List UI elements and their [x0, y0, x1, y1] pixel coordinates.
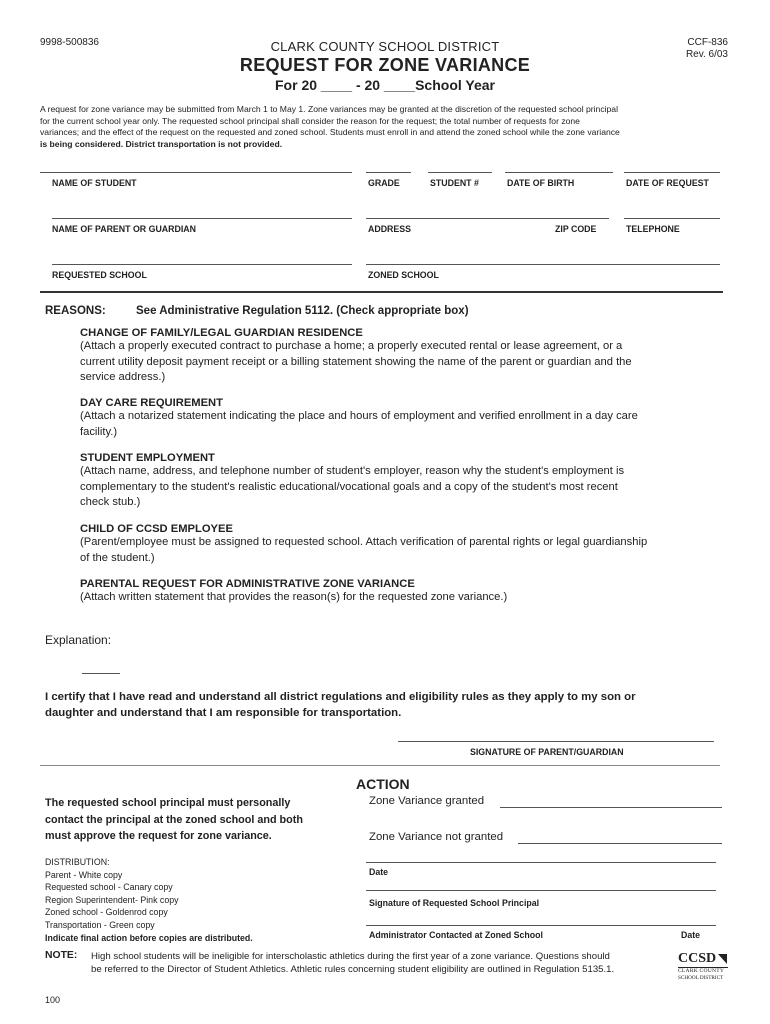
- reasons-instruction: See Administrative Regulation 5112. (Check appropriate box): [136, 305, 469, 317]
- principal-note-line: The requested school principal must personally: [45, 797, 291, 809]
- explanation-label: Explanation:: [45, 633, 112, 647]
- reason-text: complementary to the student's realistic educational/vocational goals and a copy of the student's most recent: [80, 480, 618, 493]
- distribution-list: [45, 856, 345, 944]
- principal-note-line: contact the principal at the zoned school and both: [45, 813, 303, 826]
- district-name: CLARK COUNTY SCHOOL DISTRICT: [270, 39, 500, 54]
- principal-note-line: must approve the request for zone variance.: [45, 830, 272, 842]
- section-divider: [40, 291, 723, 293]
- dob-label: DATE OF BIRTH: [507, 178, 575, 188]
- form-id: CCF-836: [687, 37, 728, 48]
- address-label: ADDRESS: [368, 224, 412, 234]
- logo-line: CLARK COUNTY: [678, 968, 725, 974]
- intro-line: A request for zone variance may be submitted from March 1 to May 1. Zone variances may be granted at the discretion of the requested school principal: [40, 104, 618, 114]
- note-line: High school students will be ineligible for interscholastic athletics during the first year of a zone variance. Questions should: [91, 951, 610, 962]
- reasons-label: REASONS:: [45, 305, 106, 317]
- zip-label: ZIP CODE: [555, 224, 597, 234]
- date-field[interactable]: [366, 862, 716, 863]
- requested-school-field[interactable]: [52, 264, 352, 265]
- page-number: 100: [45, 995, 61, 1005]
- certification-line: daughter and understand that I am responsible for transportation.: [45, 707, 402, 719]
- reason-heading: CHILD OF CCSD EMPLOYEE: [80, 523, 233, 535]
- principal-signature-label: Signature of Requested School Principal: [369, 898, 540, 908]
- logo-line: SCHOOL DISTRICT: [678, 975, 724, 981]
- reason-text: facility.): [80, 425, 118, 438]
- intro-line: for the current school year only. The requested school principal shall consider the reason for the request; the total number of requests for zone: [40, 115, 580, 126]
- intro-paragraph: [40, 104, 730, 150]
- distribution-item: Region Superintendent- Pink copy: [45, 894, 179, 905]
- distribution-final-note: Indicate final action before copies are distributed.: [45, 932, 253, 943]
- certification-line: I certify that I have read and understand all district regulations and eligibility rules as they apply to my son or: [45, 691, 636, 703]
- reason-text: (Parent/employee must be assigned to requested school. Attach verification of parental rights or legal guardianship: [80, 536, 648, 548]
- student-number-label: STUDENT #: [430, 178, 479, 188]
- page-title: REQUEST FOR ZONE VARIANCE: [239, 55, 531, 75]
- request-date-label: DATE OF REQUEST: [626, 178, 709, 188]
- administrator-field[interactable]: [366, 925, 716, 926]
- logo-arrow-icon: [717, 953, 728, 965]
- zoned-school-field[interactable]: [366, 264, 720, 265]
- dob-field[interactable]: [505, 172, 613, 173]
- logo-mark: CCSD: [678, 951, 717, 966]
- reason-heading: STUDENT EMPLOYMENT: [80, 452, 215, 464]
- form-code: 9998-500836: [40, 37, 99, 48]
- reason-heading: DAY CARE REQUIREMENT: [80, 397, 223, 409]
- not-granted-label: Zone Variance not granted: [369, 831, 504, 843]
- section-divider: [40, 765, 720, 766]
- reason-text: service address.): [80, 371, 166, 384]
- reason-day-care[interactable]: [80, 397, 730, 440]
- note-line: be referred to the Director of Student Athletics. Athletic rules concerning student eligibility are outlined in Regulation 5135.1.: [91, 964, 615, 976]
- grade-field[interactable]: [366, 172, 411, 173]
- reason-student-employment[interactable]: [80, 452, 730, 511]
- form-revision: Rev. 6/03: [685, 49, 728, 60]
- certification-statement: [45, 689, 735, 721]
- reason-text: (Attach name, address, and telephone number of student's employer, reason why the student's employment is: [80, 465, 625, 477]
- parent-name-label: NAME OF PARENT OR GUARDIAN: [52, 224, 197, 234]
- reason-text: (Attach written statement that provides the reason(s) for the requested zone variance.): [80, 591, 508, 603]
- intro-line: is being considered. District transportation is not provided.: [40, 138, 283, 149]
- reason-heading: CHANGE OF FAMILY/LEGAL GUARDIAN RESIDENCE: [80, 327, 363, 339]
- administrator-date-label: Date: [681, 930, 701, 940]
- parent-name-field[interactable]: [52, 218, 352, 219]
- note-text: [91, 950, 671, 977]
- reason-text: check stub.): [80, 496, 141, 509]
- distribution-label: DISTRIBUTION:: [45, 857, 110, 867]
- student-name-label: NAME OF STUDENT: [52, 178, 137, 188]
- telephone-field[interactable]: [624, 218, 720, 219]
- intro-line: variances; and the effect of the request on the requested and zoned school. Students must enroll in and attend the zoned school while the zone variance: [40, 127, 620, 138]
- granted-label: Zone Variance granted: [369, 795, 485, 807]
- reason-ccsd-employee[interactable]: [80, 523, 730, 566]
- parent-signature-label: SIGNATURE OF PARENT/GUARDIAN: [470, 747, 624, 757]
- not-granted-field[interactable]: [518, 843, 722, 844]
- student-number-field[interactable]: [428, 172, 492, 173]
- ccsd-logo: [678, 952, 728, 988]
- reason-change-of-residence[interactable]: [80, 327, 730, 386]
- address-field[interactable]: [366, 218, 609, 219]
- explanation-field[interactable]: [82, 673, 120, 674]
- requested-school-label: REQUESTED SCHOOL: [52, 270, 147, 280]
- principal-note: [45, 795, 345, 845]
- distribution-item: Parent - White copy: [45, 869, 123, 880]
- distribution-item: Requested school - Canary copy: [45, 882, 173, 893]
- telephone-label: TELEPHONE: [626, 224, 680, 234]
- grade-label: GRADE: [368, 178, 400, 188]
- date-label: Date: [369, 867, 389, 877]
- parent-signature-field[interactable]: [398, 741, 714, 742]
- reason-administrative-variance[interactable]: [80, 578, 730, 606]
- student-name-field[interactable]: [40, 172, 352, 173]
- school-year-line: For 20 ____ - 20 ____School Year: [275, 77, 495, 93]
- principal-signature-field[interactable]: [366, 890, 716, 891]
- action-heading: ACTION: [356, 776, 410, 792]
- request-date-field[interactable]: [624, 172, 720, 173]
- reason-text: (Attach a properly executed contract to purchase a home; a properly executed rental or lease agreement, or a: [80, 340, 623, 352]
- reason-text: of the student.): [80, 551, 155, 564]
- administrator-label: Administrator Contacted at Zoned School: [369, 930, 543, 940]
- note-label: NOTE:: [45, 950, 78, 961]
- zoned-school-label: ZONED SCHOOL: [368, 270, 439, 280]
- granted-field[interactable]: [500, 807, 722, 808]
- reason-text: current utility deposit payment receipt or a billing statement showing the name of the parent or guardian and the: [80, 355, 632, 368]
- distribution-item: Transportation - Green copy: [45, 919, 155, 930]
- distribution-item: Zoned school - Goldenrod copy: [45, 907, 168, 918]
- reason-heading: PARENTAL REQUEST FOR ADMINISTRATIVE ZONE VARIANCE: [80, 578, 415, 590]
- reason-text: (Attach a notarized statement indicating the place and hours of employment and verified enrollment in a day care: [80, 410, 638, 422]
